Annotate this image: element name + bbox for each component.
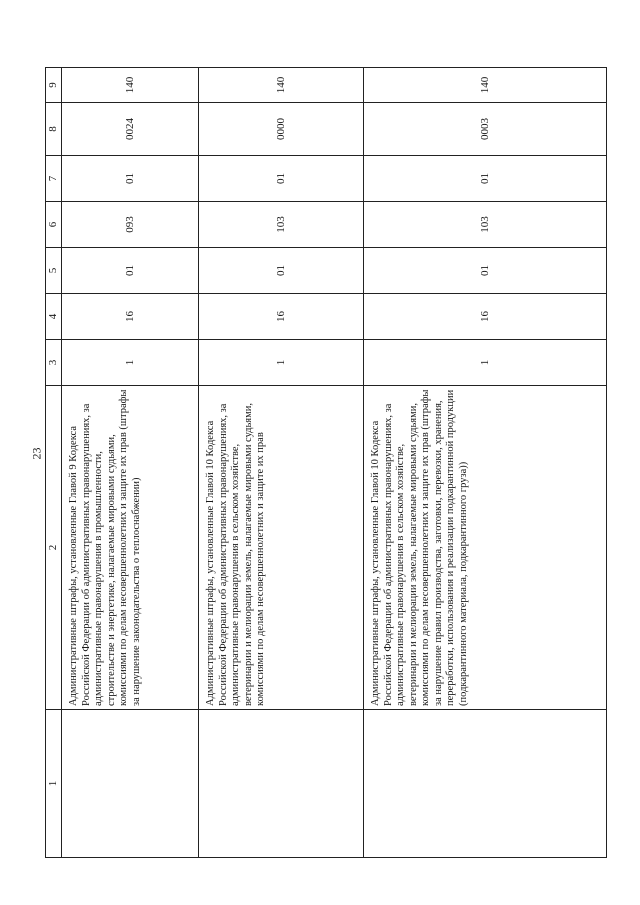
header-col-7: 7 xyxy=(46,156,62,202)
header-col-8: 8 xyxy=(46,103,62,156)
cell-col-7: 01 xyxy=(364,156,607,202)
cell-code xyxy=(199,710,364,858)
cell-col-6: 103 xyxy=(364,202,607,248)
header-col-5: 5 xyxy=(46,248,62,294)
cell-col-4: 16 xyxy=(62,294,199,340)
table-row xyxy=(364,68,607,858)
header-col-2: 2 xyxy=(46,386,62,710)
cell-col-9: 140 xyxy=(62,68,199,103)
cell-col-6: 103 xyxy=(199,202,364,248)
cell-col-3: 1 xyxy=(199,340,364,386)
table-row xyxy=(199,68,364,858)
header-col-6: 6 xyxy=(46,202,62,248)
header-col-1: 1 xyxy=(46,710,62,858)
table-row xyxy=(62,68,199,858)
cell-col-9: 140 xyxy=(364,68,607,103)
cell-col-8: 0000 xyxy=(199,103,364,156)
cell-col-5: 01 xyxy=(62,248,199,294)
cell-col-4: 16 xyxy=(364,294,607,340)
cell-col-3: 1 xyxy=(364,340,607,386)
cell-col-5: 01 xyxy=(364,248,607,294)
cell-col-9: 140 xyxy=(199,68,364,103)
fines-table xyxy=(45,67,607,858)
cell-description: Административные штрафы, установленные Главой 10 Кодекса Российской Федерации об административных правонарушениях, за административные правонарушения в сельском хозяйстве, ветеринарии и мелиорации земель, налагаемые мировыми судьями, комиссиями по делам несовершеннолетних и защите их прав xyxy=(199,386,364,710)
cell-col-4: 16 xyxy=(199,294,364,340)
cell-col-7: 01 xyxy=(62,156,199,202)
header-col-4: 4 xyxy=(46,294,62,340)
page-number: 23 xyxy=(29,447,44,460)
header-col-3: 3 xyxy=(46,340,62,386)
header-row xyxy=(46,68,62,858)
header-col-9: 9 xyxy=(46,68,62,103)
rotated-table-container xyxy=(45,68,605,858)
cell-description: Административные штрафы, установленные Главой 9 Кодекса Российской Федерации об административных правонарушениях, за административные правонарушения в промышленности, строительстве и энергетике, налагаемые мировыми судьями, комиссиями по делам несовершеннолетних и защите их прав (штрафы за нарушение законодательства о теплоснабжении) xyxy=(62,386,199,710)
cell-col-6: 093 xyxy=(62,202,199,248)
cell-code xyxy=(62,710,199,858)
cell-code xyxy=(364,710,607,858)
cell-col-8: 0003 xyxy=(364,103,607,156)
cell-col-7: 01 xyxy=(199,156,364,202)
cell-col-8: 0024 xyxy=(62,103,199,156)
cell-description: Административные штрафы, установленные Главой 10 Кодекса Российской Федерации об административных правонарушениях, за административные правонарушения в сельском хозяйстве, ветеринарии и мелиорации земель, налагаемые мировыми судьями, комиссиями по делам несовершеннолетних и защите их прав (штрафы за нарушение правил производства, заготовки, перевозки, хранения, переработки, использования и реализации подкарантинной продукции (подкарантинного материала, подкарантинного груза)) xyxy=(364,386,607,710)
cell-col-5: 01 xyxy=(199,248,364,294)
cell-col-3: 1 xyxy=(62,340,199,386)
